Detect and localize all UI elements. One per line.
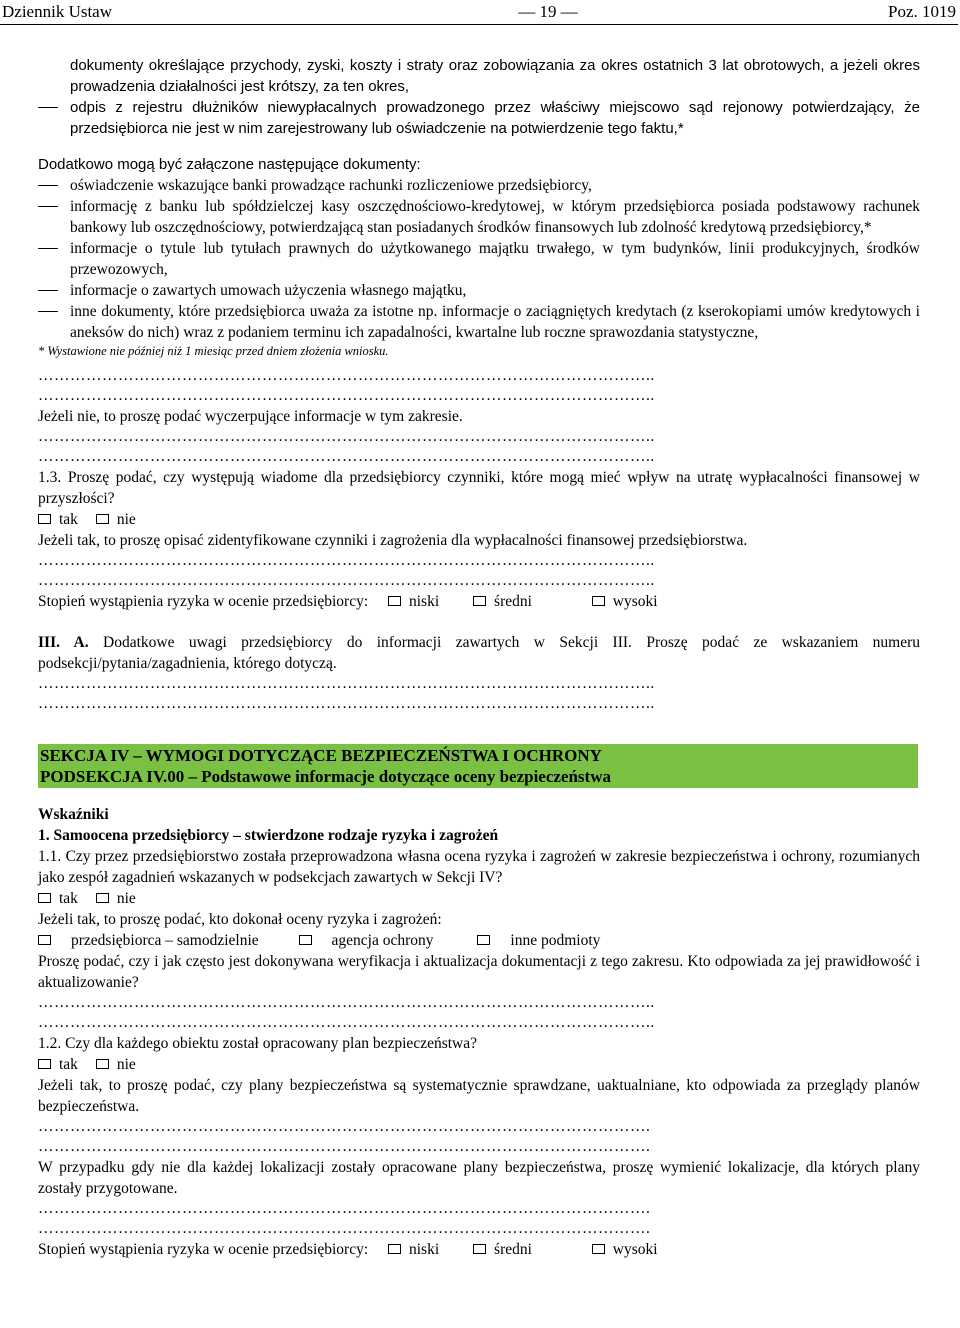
answer-line[interactable]: …………………………………………………………………………………………………….. — [38, 387, 655, 404]
doc-item-debtors-register: odpis z rejestru dłużników niewypłacalnych prowadzonego przez właściwy miejscowo sąd rejonowy potwierdzający, że przedsiębiorca nie jest w nim zarejestrowany lub oświadczenie na potwierdzenie tego faktu,* — [38, 97, 920, 139]
page-header — [0, 0, 958, 25]
answer-line[interactable]: …………………………………………………………………………………………………….. — [38, 367, 655, 384]
verification-question: Proszę podać, czy i jak często jest dokonywana weryfikacja i aktualizacja dokumentacji z tego zakresu. Kto odpowiada za jej prawidłowość i aktualizowanie? — [38, 953, 920, 991]
if-yes-instruction: Jeżeli tak, to proszę opisać zidentyfikowane czynniki i zagrożenia dla wypłacalności finansowej przedsiębiorstwa. — [38, 532, 748, 549]
checkbox-tak[interactable] — [38, 514, 51, 524]
yes-no-options — [38, 509, 920, 530]
question-1-1: 1.1. Czy przez przedsiębiorstwo została przeprowadzona własna ocena ryzyka i zagrożeń w zakresie bezpieczeństwa i ochrony, rozumianych jako zespół zagadnień wskazanych w podsekcjach zawartych w Sekcji IV? — [38, 848, 920, 886]
answer-line[interactable]: ……………………………………………………………………………………………………. — [38, 1200, 651, 1217]
if-no-instruction: Jeżeli nie, to proszę podać wyczerpujące informacje w tym zakresie. — [38, 408, 463, 425]
extra-doc-item: inne dokumenty, które przedsiębiorca uważa za istotne np. informacje o zaciągniętych kredytach (z kserokopiami umów kredytowych i aneksów do nich) wraz z podaniem terminu ich zapadalności, kwartalne lub roczne sprawozdania statystyczne, — [38, 301, 920, 343]
risk-level-row — [38, 591, 920, 612]
answer-line[interactable]: …………………………………………………………………………………………………….. — [38, 428, 655, 445]
label-low: niski — [409, 1241, 440, 1258]
checkbox-low[interactable] — [388, 1244, 401, 1254]
checkbox-agency[interactable] — [299, 935, 312, 945]
label-tak: tak — [59, 890, 78, 907]
assessor-options — [38, 930, 920, 951]
if-yes-instruction: Jeżeli tak, to proszę podać, czy plany bezpieczeństwa są systematycznie sprawdzane, uaktualniane, kto odpowiada za przeglądy planów bezpieczeństwa. — [38, 1077, 920, 1115]
risk-level-label: Stopień wystąpienia ryzyka w ocenie przedsiębiorcy: — [38, 593, 369, 610]
position-number: Poz. 1019 — [887, 2, 956, 21]
extra-docs-intro: Dodatkowo mogą być załączone następujące dokumenty: — [38, 156, 421, 173]
section-4-banner — [38, 744, 918, 788]
answer-line[interactable]: ……………………………………………………………………………………………………. — [38, 1118, 651, 1135]
label-high: wysoki — [612, 593, 658, 610]
checkbox-high[interactable] — [592, 1244, 605, 1254]
indicators-heading: Wskaźniki — [38, 806, 109, 823]
answer-line[interactable]: …………………………………………………………………………………………………….. — [38, 695, 655, 712]
label-self: przedsiębiorca – samodzielnie — [71, 932, 259, 949]
label-tak: tak — [59, 511, 78, 528]
label-nie: nie — [116, 511, 136, 528]
extra-doc-item: informacje o zawartych umowach użyczenia własnego majątku, — [38, 280, 920, 301]
page-number: — 19 — — [518, 2, 578, 21]
answer-line[interactable]: …………………………………………………………………………………………………….. — [38, 1014, 655, 1031]
yes-no-options — [38, 888, 920, 909]
question-1-3: 1.3. Proszę podać, czy występują wiadome dla przedsiębiorcy czynniki, które mogą mieć wpływ na utratę wypłacalności finansowej w przyszłości? — [38, 469, 920, 507]
risk-level-row — [38, 1239, 920, 1260]
checkbox-nie[interactable] — [96, 1059, 109, 1069]
checkbox-high[interactable] — [592, 596, 605, 606]
answer-line[interactable]: …………………………………………………………………………………………………….. — [38, 572, 655, 589]
checkbox-mid[interactable] — [473, 1244, 486, 1254]
checkbox-self[interactable] — [38, 935, 51, 945]
if-yes-instruction: Jeżeli tak, to proszę podać, kto dokonał oceny ryzyka i zagrożeń: — [38, 911, 442, 928]
label-high: wysoki — [612, 1241, 658, 1258]
journal-title: Dziennik Ustaw — [2, 2, 113, 21]
missing-plans-question: W przypadku gdy nie dla każdej lokalizacji zostały opracowane plany bezpieczeństwa, proszę wymienić lokalizacje, dla których plany zostały przygotowane. — [38, 1159, 920, 1197]
answer-line[interactable]: …………………………………………………………………………………………………….. — [38, 994, 655, 1011]
answer-line[interactable]: ……………………………………………………………………………………………………. — [38, 1138, 651, 1155]
doc-item-financials: dokumenty określające przychody, zyski, koszty i straty oraz zobowiązania za okres ostatnich 3 lat obrotowych, a jeżeli okres prowadzenia działalności jest krótszy, za ten okres, — [70, 57, 920, 95]
extra-doc-item: informację z banku lub spółdzielczej kasy oszczędnościowo-kredytowej, w którym przedsiębiorca posiada podstawowy rachunek bankowy lub oszczędnościowy, potwierdzającą stan posiadanych środków finansowych lub zdolność kredytową przedsiębiorcy,* — [38, 196, 920, 238]
checkbox-tak[interactable] — [38, 1059, 51, 1069]
risk-level-label: Stopień wystąpienia ryzyka w ocenie przedsiębiorcy: — [38, 1241, 369, 1258]
label-mid: średni — [494, 1241, 532, 1258]
question-1-2: 1.2. Czy dla każdego obiektu został opracowany plan bezpieczeństwa? — [38, 1035, 477, 1052]
answer-line[interactable]: ……………………………………………………………………………………………………. — [38, 1220, 651, 1237]
checkbox-low[interactable] — [388, 596, 401, 606]
label-other: inne podmioty — [510, 932, 601, 949]
label-nie: nie — [116, 1056, 136, 1073]
subsection-4-00-title: PODSEKCJA IV.00 – Podstawowe informacje dotyczące oceny bezpieczeństwa — [40, 767, 611, 786]
footnote: * Wystawione nie później niż 1 miesiąc przed dniem złożenia wniosku. — [38, 344, 389, 358]
answer-line[interactable]: …………………………………………………………………………………………………….. — [38, 552, 655, 569]
section-4-title: SEKCJA IV – WYMOGI DOTYCZĄCE BEZPIECZEŃSTWA I OCHRONY — [40, 746, 602, 765]
section-3a-number: III. A. — [38, 634, 89, 651]
checkbox-tak[interactable] — [38, 893, 51, 903]
self-assessment-heading: 1. Samoocena przedsiębiorcy – stwierdzone rodzaje ryzyka i zagrożeń — [38, 827, 499, 844]
checkbox-mid[interactable] — [473, 596, 486, 606]
section-3a-text: Dodatkowe uwagi przedsiębiorcy do informacji zawartych w Sekcji III. Proszę podać ze wskazaniem numeru podsekcji/pytania/zagadnienia, którego dotyczą. — [38, 634, 921, 672]
extra-doc-item: oświadczenie wskazujące banki prowadzące rachunki rozliczeniowe przedsiębiorcy, — [38, 175, 920, 196]
checkbox-other[interactable] — [477, 935, 490, 945]
answer-line[interactable]: …………………………………………………………………………………………………….. — [38, 675, 655, 692]
label-low: niski — [409, 593, 440, 610]
extra-doc-item: informacje o tytule lub tytułach prawnych do użytkowanego majątku trwałego, w tym budynków, linii produkcyjnych, środków przewozowych, — [38, 238, 920, 280]
label-nie: nie — [116, 890, 136, 907]
yes-no-options — [38, 1054, 920, 1075]
label-tak: tak — [59, 1056, 78, 1073]
label-mid: średni — [494, 593, 532, 610]
section-3a — [38, 632, 920, 674]
checkbox-nie[interactable] — [96, 893, 109, 903]
answer-line[interactable]: …………………………………………………………………………………………………….. — [38, 448, 655, 465]
label-agency: agencja ochrony — [331, 932, 434, 949]
checkbox-nie[interactable] — [96, 514, 109, 524]
